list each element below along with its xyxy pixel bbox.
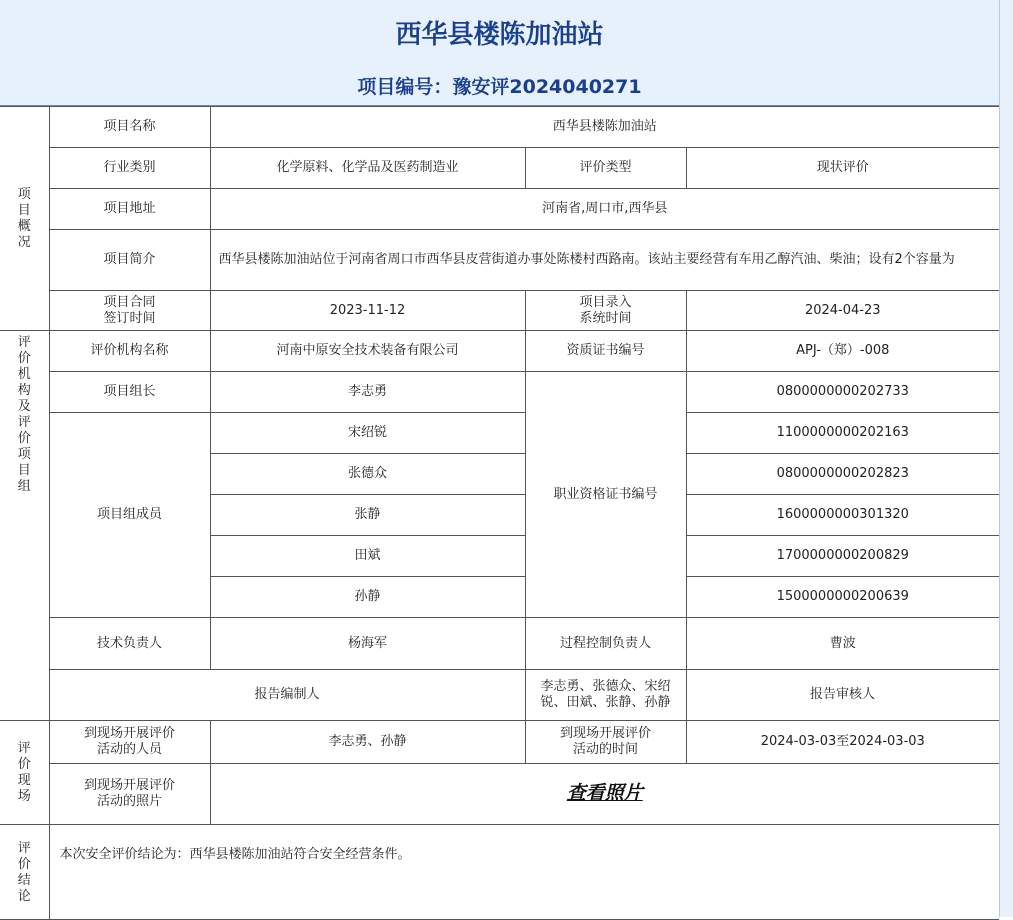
eval-type-value: 现状评价 — [686, 148, 999, 189]
org-group-label: 评 价 机 构 及 评 价 项 目 组 — [0, 331, 49, 721]
leader-label: 项目组长 — [49, 372, 210, 413]
org-name-value: 河南中原安全技术装备有限公司 — [210, 331, 525, 372]
compiler-names: 李志勇、张德众、宋绍锐、田斌、张静、孙静 — [525, 670, 686, 721]
site-photo-cell — [210, 764, 999, 825]
intro-label: 项目简介 — [49, 230, 210, 291]
site-people-value: 李志勇、孙静 — [210, 721, 525, 764]
industry-value: 化学原料、化学品及医药制造业 — [210, 148, 525, 189]
site-people-label: 到现场开展评价 活动的人员 — [49, 721, 210, 764]
member-cert: 1600000000301320 — [686, 495, 999, 536]
tech-lead-label: 技术负责人 — [49, 618, 210, 670]
reviewer-label: 报告审核人 — [686, 670, 999, 721]
overview-group-label: 项 目 概 况 — [0, 107, 49, 331]
tech-lead-name: 杨海军 — [210, 618, 525, 670]
address-label: 项目地址 — [49, 189, 210, 230]
view-photos-link[interactable]: 查看照片 — [566, 781, 643, 804]
qual-cert-label: 职业资格证书编号 — [525, 372, 686, 618]
conclusion-text: 本次安全评价结论为：西华县楼陈加油站符合安全经营条件。 — [49, 825, 999, 920]
members-label: 项目组成员 — [49, 413, 210, 618]
member-cert: 1500000000200639 — [686, 577, 999, 618]
entry-date-value: 2024-04-23 — [686, 291, 999, 331]
project-name-value: 西华县楼陈加油站 — [210, 107, 999, 148]
site-photo-label: 到现场开展评价 活动的照片 — [49, 764, 210, 825]
member-name: 田斌 — [210, 536, 525, 577]
member-name: 张静 — [210, 495, 525, 536]
right-scroll-track[interactable] — [999, 0, 1013, 917]
member-name: 宋绍锐 — [210, 413, 525, 454]
member-cert: 0800000000202823 — [686, 454, 999, 495]
member-cert: 1100000000202163 — [686, 413, 999, 454]
process-lead-label: 过程控制负责人 — [525, 618, 686, 670]
leader-name: 李志勇 — [210, 372, 525, 413]
process-lead-name: 曹波 — [686, 618, 999, 670]
member-name: 孙静 — [210, 577, 525, 618]
contract-date-label: 项目合同 签订时间 — [49, 291, 210, 331]
page-title: 西华县楼陈加油站 — [395, 20, 604, 50]
member-cert: 1700000000200829 — [686, 536, 999, 577]
eval-type-label: 评价类型 — [525, 148, 686, 189]
contract-date-value: 2023-11-12 — [210, 291, 525, 331]
site-time-value: 2024-03-03至2024-03-03 — [686, 721, 999, 764]
compiler-label: 报告编制人 — [49, 670, 525, 721]
project-info-table — [0, 106, 999, 920]
project-number: 项目编号：豫安评2024040271 — [357, 76, 642, 98]
industry-label: 行业类别 — [49, 148, 210, 189]
site-group-label: 评 价 现 场 — [0, 721, 49, 825]
leader-cert: 0800000000202733 — [686, 372, 999, 413]
site-time-label: 到现场开展评价 活动的时间 — [525, 721, 686, 764]
org-name-label: 评价机构名称 — [49, 331, 210, 372]
page-header — [0, 0, 999, 106]
conclusion-group-label: 评 价 结 论 — [0, 825, 49, 920]
address-value: 河南省,周口市,西华县 — [210, 189, 999, 230]
cert-no-value: APJ-（郑）-008 — [686, 331, 999, 372]
cert-no-label: 资质证书编号 — [525, 331, 686, 372]
entry-date-label: 项目录入 系统时间 — [525, 291, 686, 331]
member-name: 张德众 — [210, 454, 525, 495]
project-name-label: 项目名称 — [49, 107, 210, 148]
intro-value: 西华县楼陈加油站位于河南省周口市西华县皮营街道办事处陈楼村西路南。该站主要经营有车用乙醇汽油、柴油；设有2个容量为 — [210, 230, 999, 291]
